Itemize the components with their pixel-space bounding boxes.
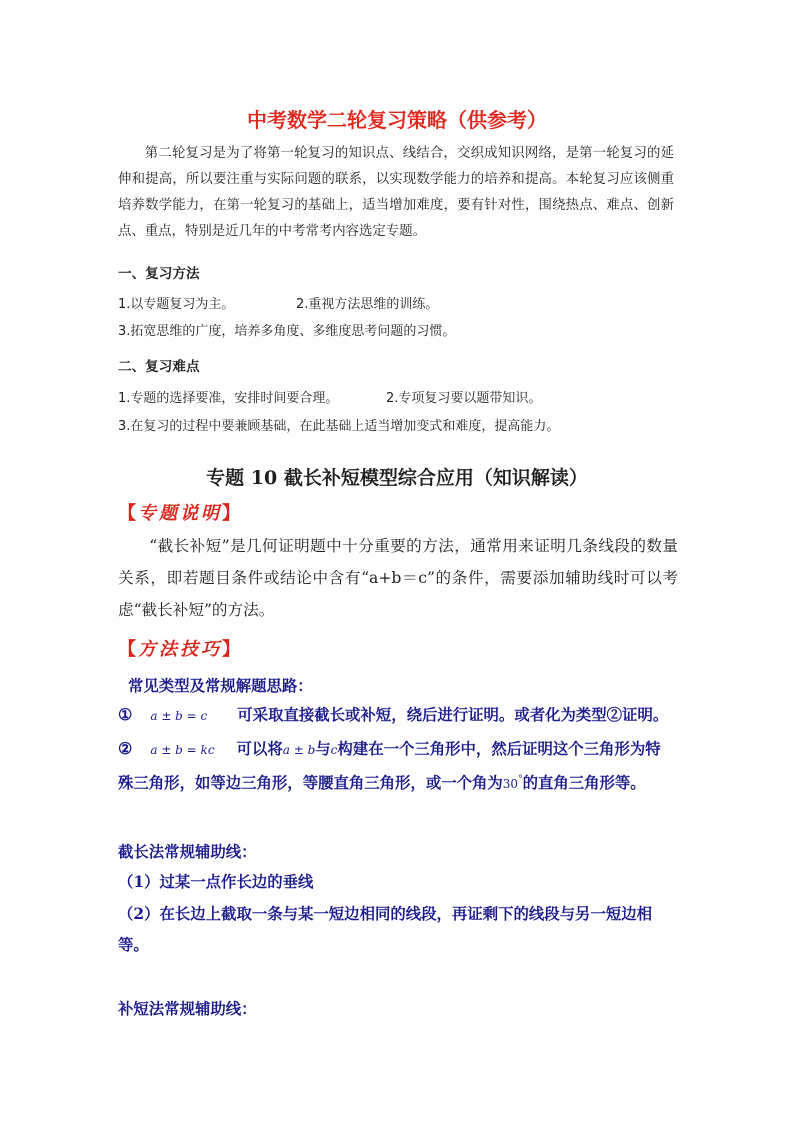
type2-text-part3: 构建在一个三角形中，然后证明这个三角形为特 — [337, 740, 661, 758]
type2-line2-part2: 的直角三角形等。 — [522, 774, 646, 792]
label-method-tips — [118, 635, 242, 661]
method-intro: 常见类型及常规解题思路： — [128, 677, 313, 695]
section1-item1: 1.以专题复习为主。 — [118, 297, 235, 312]
label1-close: 】 — [222, 503, 242, 524]
type1-text: 可采取直接截长或补短，绕后进行证明。或者化为类型②证明。 — [237, 706, 669, 724]
type2-text-part2: 与 — [315, 740, 331, 758]
type1-marker: ① — [118, 705, 133, 724]
section1-item2: 2.重视方法思维的训练。 — [296, 297, 439, 312]
label1-open: 【 — [118, 503, 138, 524]
type2-degree: ° — [518, 774, 523, 785]
patch-short-heading: 补短法常规辅助线： — [118, 1000, 257, 1018]
method-type2-line1 — [118, 737, 661, 759]
topic-title: 专题 10 截长补短模型综合应用（知识解读） — [206, 467, 588, 489]
section2-item3: 3.在复习的过程中要兼顾基础，在此基础上适当增加变式和难度，提高能力。 — [118, 419, 560, 434]
cut-long-step2-line1: （2）在长边上截取一条与某一短边相同的线段，再证剩下的线段与另一短边相 — [118, 905, 652, 923]
method-type1 — [118, 703, 668, 725]
label2-close: 】 — [222, 639, 242, 660]
section2-heading: 二、复习难点 — [118, 359, 200, 375]
type2-angle-value: 30 — [502, 777, 519, 791]
type2-marker: ② — [118, 739, 133, 758]
label-topic-description — [118, 499, 242, 525]
section2-item1: 1.专题的选择要准，安排时间要合理。 — [118, 391, 339, 406]
cut-long-step2-line2: 等。 — [118, 936, 149, 954]
type2-formula: a ± b = kc — [150, 743, 215, 757]
cut-long-step1: （1）过某一点作长边的垂线 — [118, 873, 314, 891]
section1-item3: 3.拓宽思维的广度，培养多角度、多维度思考问题的习惯。 — [118, 324, 456, 339]
intro-paragraph: 第二轮复习是为了将第一轮复习的知识点、线结合，交织成知识网络，是第一轮复习的延伸和提高，所以要注重与实际问题的联系，以实现数学能力的培养和提高。本轮复习应该侧重培养数学能力，在第一轮复习的基础上，适当增加难度，要有针对性，围绕热点、难点、创新点、重点，特别是近几年的中考常考内容选定专题。 — [118, 146, 674, 239]
explanation-block — [118, 530, 678, 626]
label1-text: 专题说明 — [138, 503, 222, 524]
method-type2-line2 — [118, 771, 646, 793]
type2-formula-inline: a ± b — [282, 743, 316, 757]
main-title: 中考数学二轮复习策略（供参考） — [247, 108, 547, 132]
section1-heading: 一、复习方法 — [118, 266, 200, 282]
type2-var-c: c — [330, 743, 338, 757]
section2-item2: 2.专项复习要以题带知识。 — [386, 391, 542, 406]
label2-open: 【 — [118, 639, 138, 660]
cut-long-heading: 截长法常规辅助线： — [118, 843, 257, 861]
type1-formula: a ± b = c — [150, 709, 208, 723]
intro-paragraph-block — [118, 141, 674, 245]
type2-line2-part1: 殊三角形，如等边三角形，等腰直角三角形，或一个角为 — [118, 774, 503, 792]
label2-text: 方法技巧 — [138, 639, 222, 660]
type2-text-part1: 可以将 — [236, 740, 283, 758]
explanation-paragraph: “截长补短”是几何证明题中十分重要的方法，通常用来证明几条线段的数量关系，即若题目条件或结论中含有“a+b＝c”的条件，需要添加辅助线时可以考虑“截长补短”的方法。 — [118, 537, 678, 619]
